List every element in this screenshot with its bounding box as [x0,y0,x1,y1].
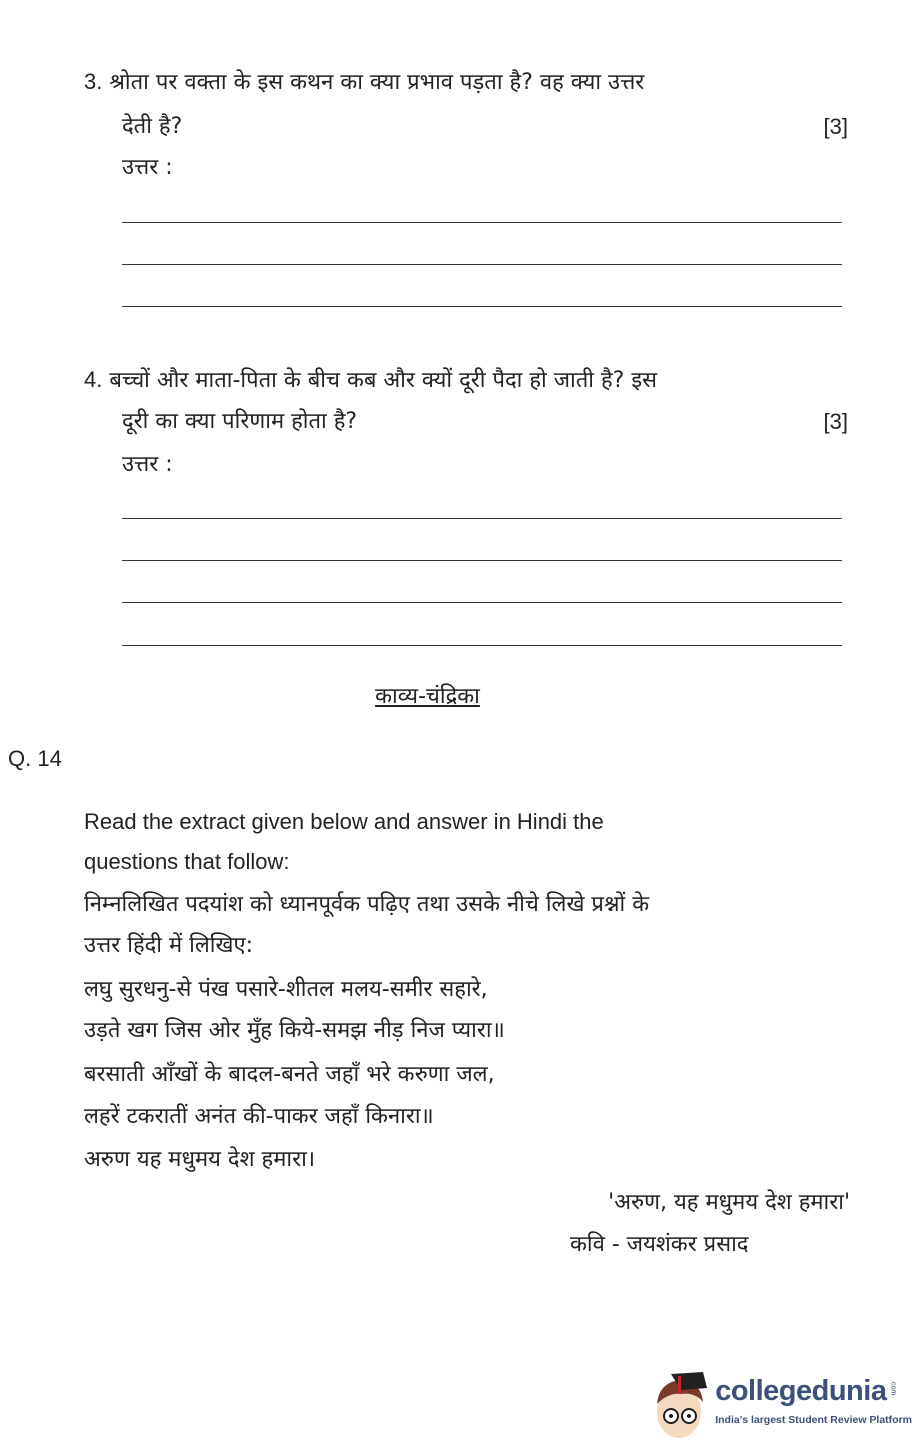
poem-line: बरसाती आँखों के बादल-बनते जहाँ भरे करुणा जल, [84,1062,495,1087]
q4-line-2: दूरी का क्या परिणाम होता है? [122,409,358,434]
collegedunia-logo [651,1368,912,1446]
q4-answer-line[interactable] [122,518,842,519]
q4-answer-line[interactable] [122,602,842,603]
mascot-icon [651,1368,713,1443]
q4-answer-line[interactable] [122,645,842,646]
q4-marks: [3] [823,409,848,434]
q3-line-1 [84,68,644,96]
section-title: काव्य-चंद्रिका [375,684,480,709]
poem-line: लघु सुरधनु-से पंख पसारे-शीतल मलय-समीर सहारे, [84,977,488,1002]
q3-answer-label: उत्तर : [122,155,173,180]
q4-number: 4. [84,367,103,392]
q14-instruction-hi: निम्नलिखित पदयांश को ध्यानपूर्वक पढ़िए तथा उसके नीचे लिखे प्रश्नों के [84,892,650,917]
logo-brand-row [715,1374,912,1410]
poem-line: लहरें टकरातीं अनंत की-पाकर जहाँ किनारा॥ [84,1104,434,1129]
q4-answer-line[interactable] [122,560,842,561]
logo-brand: collegedunia [715,1375,887,1407]
poet-name: कवि - जयशंकर प्रसाद [570,1232,749,1257]
q3-number: 3. [84,69,103,94]
q14-instruction-hi: उत्तर हिंदी में लिखिए: [84,933,254,958]
poem-source-title: 'अरुण, यह मधुमय देश हमारा' [608,1190,850,1215]
q14-instruction-en: questions that follow: [84,849,290,874]
q3-marks: [3] [823,114,848,139]
logo-tagline: India's largest Student Review Platform [715,1414,912,1426]
q14-instruction-en: Read the extract given below and answer in Hindi the [84,809,604,834]
q3-answer-line[interactable] [122,264,842,265]
logo-text [715,1368,912,1427]
q4-text: बच्चों और माता-पिता के बीच कब और क्यों दूरी पैदा हो जाती है? इस [109,368,658,393]
q4-answer-label: उत्तर : [122,452,173,477]
poem-line: अरुण यह मधुमय देश हमारा। [84,1147,316,1172]
q3-answer-line[interactable] [122,222,842,223]
q3-line-2: देती है? [122,114,183,139]
q3-text: श्रोता पर वक्ता के इस कथन का क्या प्रभाव पड़ता है? वह क्या उत्तर [109,70,645,95]
q4-line-1 [84,366,657,394]
poem-line: उड़ते खग जिस ओर मुँह किये-समझ नीड़ निज प्यारा॥ [84,1018,505,1043]
q3-answer-line[interactable] [122,306,842,307]
q14-number: Q. 14 [8,746,62,771]
logo-domain: .com [889,1380,897,1396]
